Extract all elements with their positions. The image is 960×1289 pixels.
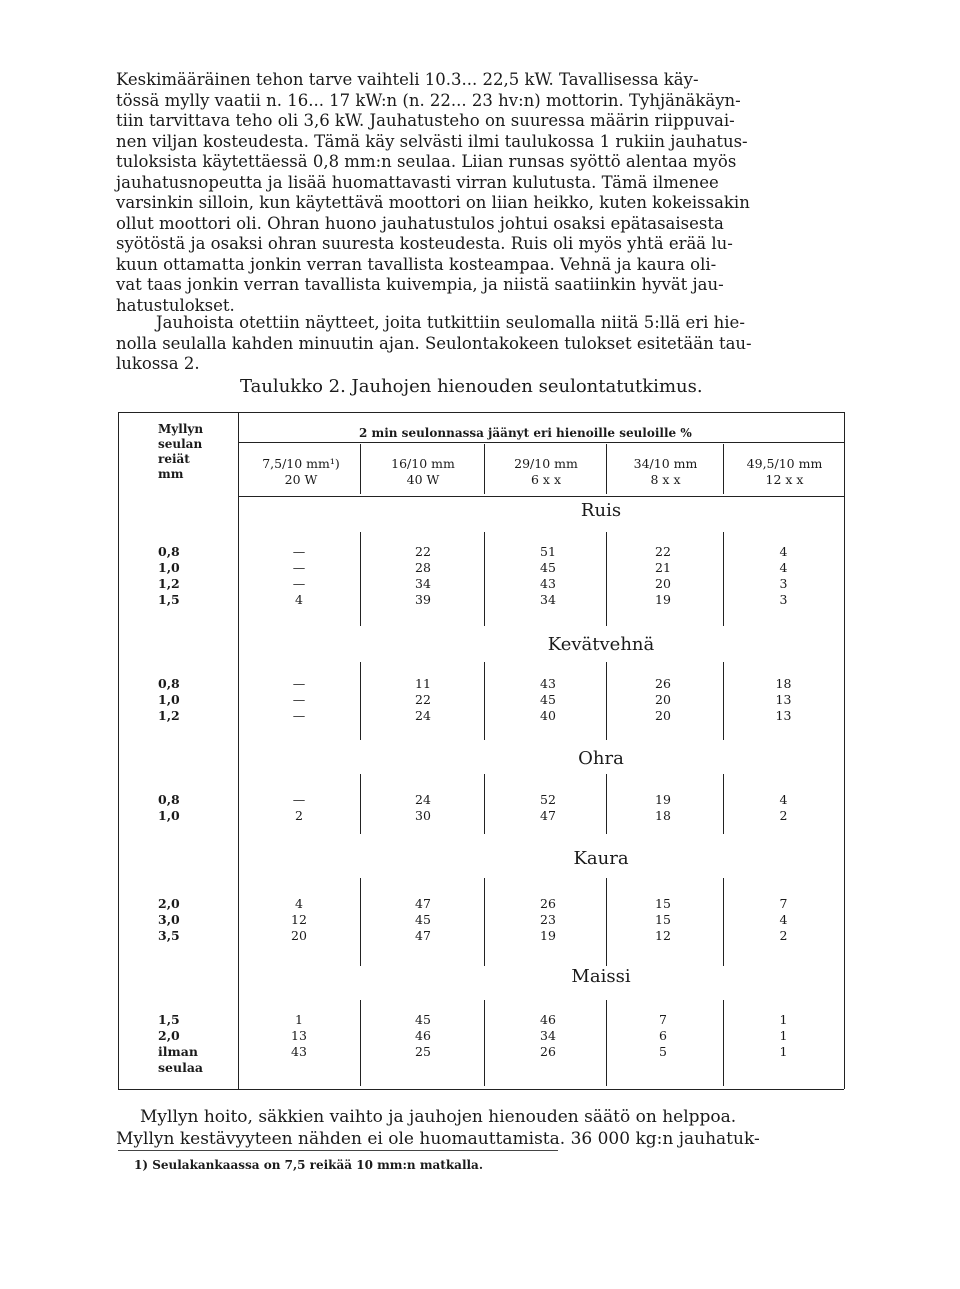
value: 47: [415, 896, 431, 911]
row-header-line: mm: [158, 467, 184, 481]
value: 18: [775, 676, 792, 691]
span-header: 2 min seulonnassa jäänyt eri hienoille seuloille %: [359, 426, 692, 440]
sieve-cell: [158, 676, 204, 724]
value: 34: [540, 592, 556, 607]
value: 47: [415, 928, 431, 943]
value: 7: [659, 1012, 667, 1027]
value-cell: [608, 1012, 718, 1060]
sieve-cell: [158, 544, 204, 608]
paragraph-samples: [116, 313, 846, 375]
sieve-value: 0,8: [158, 544, 180, 559]
sieve-value: 1,0: [158, 560, 180, 575]
sieve-value: 1,0: [158, 808, 180, 823]
sieve-value: ilman: [158, 1044, 198, 1059]
paragraph-maintenance: [116, 1106, 846, 1150]
value: 2: [779, 808, 788, 823]
value-cell: [723, 1012, 844, 1060]
value: —: [292, 560, 306, 575]
text-line: tuloksista käytettäessä 0,8 mm:n seulaa. Liian runsas syöttö alentaa myös: [116, 152, 737, 171]
value: 12: [655, 928, 671, 943]
value-cell: [368, 1012, 478, 1060]
value: 34: [415, 576, 431, 591]
value-cell: [488, 676, 608, 724]
table-rule: [238, 496, 844, 497]
text-line: varsinkin silloin, kun käytettävä moottori on liian heikko, kuten kokeissakin: [116, 193, 750, 212]
sieve-value: 1,0: [158, 692, 180, 707]
column-header: [608, 456, 723, 488]
table-rule: [118, 412, 119, 1089]
value-cell: [608, 896, 718, 944]
table-rule: [238, 412, 239, 1089]
value: 3: [779, 592, 788, 607]
value: 18: [655, 808, 671, 823]
value: 20: [291, 928, 307, 943]
text-line: tiin tarvittava teho oli 3,6 kW. Jauhatusteho on suuressa määrin riippuvai-: [116, 111, 735, 130]
value: 11: [415, 676, 431, 691]
column-header-mesh: 7,5/10 mm¹): [262, 456, 340, 471]
table-rule: [606, 444, 607, 494]
value-cell: [244, 1012, 354, 1060]
value-cell: [368, 676, 478, 724]
table-rule: [360, 774, 361, 834]
sieve-cell: [158, 896, 204, 944]
value: 1: [295, 1012, 303, 1027]
value: 30: [415, 808, 431, 823]
value: 45: [540, 692, 556, 707]
value-cell: [244, 896, 354, 944]
value: 45: [540, 560, 556, 575]
row-header-line: seulan: [158, 437, 203, 451]
sieve-value: 0,8: [158, 676, 180, 691]
column-header-type: 20 W: [284, 472, 318, 487]
value: 22: [415, 692, 431, 707]
column-header-mesh: 29/10 mm: [514, 456, 578, 471]
value: 12: [291, 912, 307, 927]
section-title-maissi: Maissi: [571, 966, 631, 987]
table-rule: [484, 444, 485, 494]
column-header: [725, 456, 844, 488]
table-caption: Taulukko 2. Jauhojen hienouden seulontatutkimus.: [240, 376, 703, 397]
table-rule: [484, 662, 485, 740]
value: 43: [291, 1044, 307, 1059]
footnote: 1) Seulakankaassa on 7,5 reikää 10 mm:n matkalla.: [134, 1158, 484, 1172]
sieve-value: 2,0: [158, 896, 180, 911]
table-rule: [360, 878, 361, 966]
value: 19: [655, 792, 671, 807]
value-cell: [488, 896, 608, 944]
paragraph-power: [116, 70, 846, 316]
value-cell: [608, 792, 718, 824]
value: 46: [540, 1012, 556, 1027]
value-cell: [723, 544, 844, 608]
value: 20: [655, 708, 671, 723]
value: 5: [659, 1044, 667, 1059]
table-rule: [360, 662, 361, 740]
column-header-mesh: 16/10 mm: [391, 456, 455, 471]
sieve-table: [118, 412, 844, 1089]
value: 25: [415, 1044, 431, 1059]
value: 47: [540, 808, 556, 823]
value: 20: [655, 576, 671, 591]
value: 6: [659, 1028, 667, 1043]
value-cell: [368, 896, 478, 944]
value: —: [292, 576, 306, 591]
text-line: ollut moottori oli. Ohran huono jauhatustulos johtui osaksi epätasaisesta: [116, 213, 724, 233]
value: 4: [779, 912, 788, 927]
text-line: vat taas jonkin verran tavallista kuivempia, ja niistä saatiinkin hyvät jau-: [116, 275, 724, 294]
sieve-value: 1,5: [158, 592, 180, 607]
value-cell: [608, 544, 718, 608]
sieve-value: seulaa: [158, 1060, 204, 1075]
value: 13: [291, 1028, 307, 1043]
column-header: [362, 456, 484, 488]
value: 13: [775, 692, 792, 707]
value: —: [292, 544, 306, 559]
sieve-value: 3,5: [158, 928, 180, 943]
table-rule: [360, 1000, 361, 1086]
value: 26: [540, 896, 556, 911]
value-cell: [488, 792, 608, 824]
section-title-kevatvehna: Kevätvehnä: [547, 634, 655, 655]
value: 43: [540, 576, 556, 591]
value: 51: [540, 544, 556, 559]
value: 4: [295, 592, 303, 607]
value: 7: [779, 896, 788, 911]
table-rule: [360, 444, 361, 494]
value: 2: [295, 808, 303, 823]
value: 19: [655, 592, 671, 607]
section-title-kaura: Kaura: [573, 848, 629, 869]
value: 4: [779, 792, 788, 807]
table-rule: [360, 532, 361, 626]
value: —: [292, 676, 306, 691]
value: 21: [655, 560, 671, 575]
value-cell: [368, 792, 478, 824]
value-cell: [723, 792, 844, 824]
value: —: [292, 692, 306, 707]
value: 20: [655, 692, 671, 707]
value-cell: [488, 544, 608, 608]
value: —: [292, 792, 306, 807]
value: 23: [540, 912, 556, 927]
value: 46: [415, 1028, 431, 1043]
value: 13: [775, 708, 792, 723]
value-cell: [608, 676, 718, 724]
value: —: [292, 708, 306, 723]
text-line: Myllyn kestävyyteen nähden ei ole huomauttamista. 36 000 kg:n jauhatuk-: [116, 1129, 760, 1149]
value: 24: [415, 708, 431, 723]
table-rule: [484, 774, 485, 834]
value: 40: [540, 708, 556, 723]
text-line: nen viljan kosteudesta. Tämä käy selvästi ilmi taulukossa 1 rukiin jauhatus-: [116, 131, 748, 151]
column-header-type: 40 W: [406, 472, 440, 487]
row-header-line: reiät: [158, 452, 190, 466]
value: 26: [540, 1044, 556, 1059]
sieve-value: 1,2: [158, 708, 180, 723]
table-rule: [484, 878, 485, 966]
value: 4: [295, 896, 303, 911]
sieve-value: 2,0: [158, 1028, 180, 1043]
section-title-ruis: Ruis: [580, 500, 622, 521]
text-line: nolla seulalla kahden minuutin ajan. Seulontakokeen tulokset esitetään tau-: [116, 333, 752, 353]
column-header: [242, 456, 360, 488]
table-rule: [238, 442, 844, 443]
column-header-type: 6 x x: [531, 472, 561, 487]
value-cell: [244, 544, 354, 608]
column-header-type: 8 x x: [650, 472, 681, 487]
value: 43: [540, 676, 556, 691]
footnote-rule: [118, 1150, 558, 1151]
column-header: [486, 456, 606, 488]
value: 26: [655, 676, 671, 691]
sieve-cell: [158, 792, 204, 824]
table-rule: [484, 1000, 485, 1086]
value-cell: [244, 792, 354, 824]
value: 19: [540, 928, 556, 943]
table-rule: [118, 412, 844, 413]
value-cell: [368, 544, 478, 608]
value: 22: [415, 544, 431, 559]
value-cell: [723, 676, 844, 724]
value: 34: [540, 1028, 556, 1043]
text-line: jauhatusnopeutta ja lisää huomattavasti virran kulutusta. Tämä ilmenee: [116, 172, 719, 192]
row-header-line: Myllyn: [158, 422, 204, 436]
value: 15: [655, 912, 671, 927]
text-line: kuun ottamatta jonkin verran tavallista kosteampaa. Vehnä ja kaura oli-: [116, 254, 717, 274]
text-line: hatustulokset.: [116, 295, 235, 315]
value: 15: [655, 896, 671, 911]
value-cell: [244, 676, 354, 724]
table-rule: [118, 1089, 844, 1090]
column-header-mesh: 49,5/10 mm: [746, 456, 823, 471]
text-line: Keskimääräinen tehon tarve vaihteli 10.3... 22,5 kW. Tavallisessa käy-: [116, 70, 699, 89]
text-line: tössä mylly vaatii n. 16... 17 kW:n (n. 22... 23 hv:n) mottorin. Tyhjänäkäyn-: [116, 90, 741, 110]
table-rule: [844, 412, 845, 1089]
column-header-type: 12 x x: [765, 472, 804, 487]
value: 1: [779, 1044, 788, 1059]
text-line: Myllyn hoito, säkkien vaihto ja jauhojen hienouden säätö on helppoa.: [140, 1107, 737, 1127]
table-rule: [484, 532, 485, 626]
sieve-cell: [158, 1012, 204, 1076]
value: 1: [779, 1012, 788, 1027]
value: 1: [779, 1028, 788, 1043]
section-title-ohra: Ohra: [578, 748, 624, 769]
value: 2: [779, 928, 788, 943]
value-cell: [723, 896, 844, 944]
text-line: syötöstä ja osaksi ohran suuresta kosteudesta. Ruis oli myös yhtä erää lu-: [116, 234, 733, 253]
text-line: lukossa 2.: [116, 354, 200, 373]
value-cell: [488, 1012, 608, 1060]
sieve-value: 1,5: [158, 1012, 180, 1027]
sieve-value: 3,0: [158, 912, 180, 927]
sieve-value: 0,8: [158, 792, 180, 807]
value: 28: [415, 560, 431, 575]
value: 39: [415, 592, 431, 607]
text-line: Jauhoista otettiin näytteet, joita tutkittiin seulomalla niitä 5:llä eri hie-: [156, 313, 745, 332]
value: 4: [779, 544, 788, 559]
value: 24: [415, 792, 431, 807]
value: 3: [779, 576, 788, 591]
value: 45: [415, 1012, 431, 1027]
column-header-mesh: 34/10 mm: [633, 456, 698, 471]
sieve-value: 1,2: [158, 576, 180, 591]
value: 52: [540, 792, 556, 807]
value: 4: [779, 560, 788, 575]
table-rule: [723, 444, 724, 494]
value: 45: [415, 912, 431, 927]
value: 22: [655, 544, 671, 559]
